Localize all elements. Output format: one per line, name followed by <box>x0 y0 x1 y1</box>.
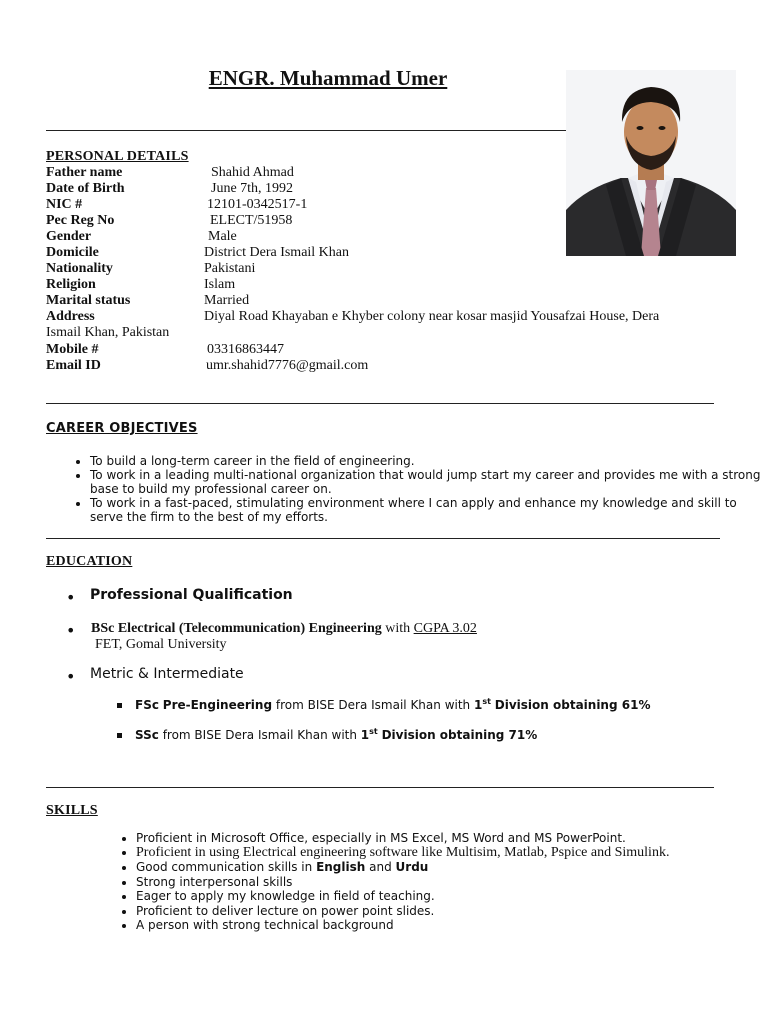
personal-label: Email ID <box>46 358 101 373</box>
degree-cgpa: CGPA 3.02 <box>413 621 477 636</box>
ssc-line <box>135 727 537 742</box>
personal-value: Diyal Road Khayaban e Khyber colony near kosar masjid Yousafzai House, Dera <box>204 309 660 324</box>
personal-label: Domicile <box>46 245 99 260</box>
personal-value: 12101-0342517-1 <box>207 197 308 212</box>
profile-photo <box>566 70 736 256</box>
objective-item: • To work in a fast-paced, stimulating environment where I can apply and enhance my knowledge and skill to serve the firm to the best of my efforts. <box>90 496 768 524</box>
personal-label: NIC # <box>46 197 83 212</box>
career-objectives-list <box>46 454 768 524</box>
skills-list <box>46 831 768 933</box>
personal-label: Father name <box>46 165 123 180</box>
personal-value: June 7th, 1992 <box>211 181 294 196</box>
skill-item <box>136 831 768 846</box>
bullet: • <box>66 667 76 686</box>
personal-value: Shahid Ahmad <box>211 165 294 180</box>
fsc-label: FSc <box>135 698 159 712</box>
degree-institute: FET, Gomal University <box>95 637 227 652</box>
bullet: • <box>66 588 76 607</box>
objective-item: • To work in a leading multi-national organization that would jump start my career and provides me with a strong base to build my professional career on. <box>90 468 768 496</box>
skill-text: Proficient in using Electrical engineering software like Multisim, Matlab, Pspice and Simulink. <box>136 844 670 860</box>
education-heading: EDUCATION <box>46 554 133 569</box>
ssc-board: from BISE Dera Ismail Khan with <box>162 728 357 742</box>
ssc-result: Division obtaining 71% <box>381 728 538 742</box>
square-bullet <box>117 733 122 738</box>
skill-item <box>136 860 768 875</box>
fsc-board: from BISE Dera Ismail Khan with <box>275 698 471 712</box>
personal-value-continued: Ismail Khan, Pakistan <box>46 325 170 340</box>
skill-text: Strong interpersonal skills <box>136 874 293 889</box>
ssc-label: SSc <box>135 728 159 742</box>
personal-label: Religion <box>46 277 96 292</box>
personal-label: Date of Birth <box>46 181 125 196</box>
divider <box>46 403 714 404</box>
personal-value: 03316863447 <box>207 342 284 357</box>
fsc-line <box>135 697 650 712</box>
fsc-division-num: 1 <box>473 698 483 712</box>
skill-item <box>136 846 768 861</box>
skill-item <box>136 918 768 933</box>
personal-value: Islam <box>204 277 236 292</box>
skill-item <box>136 889 768 904</box>
skill-language: Urdu <box>395 860 429 874</box>
square-bullet <box>117 703 122 708</box>
ssc-division-sup: st <box>369 727 378 736</box>
career-objectives-heading: CAREER OBJECTIVES <box>46 421 198 436</box>
personal-value[interactable]: umr.shahid7776@gmail.com <box>206 358 369 373</box>
personal-value: District Dera Ismail Khan <box>204 245 350 260</box>
fsc-group: Pre-Engineering <box>162 698 273 712</box>
divider <box>46 130 566 131</box>
skill-text: A person with strong technical background <box>136 918 394 932</box>
personal-label: Gender <box>46 229 92 244</box>
objective-item: • To build a long-term career in the field of engineering. <box>90 454 768 468</box>
divider <box>46 787 714 788</box>
degree-with: with <box>385 621 411 636</box>
bullet: • <box>66 621 76 640</box>
personal-value: ELECT/51958 <box>210 213 293 228</box>
personal-label: Mobile # <box>46 342 99 357</box>
skill-item <box>136 875 768 890</box>
personal-label: Pec Reg No <box>46 213 115 228</box>
personal-value: Male <box>208 229 237 244</box>
fsc-result: Division obtaining 61% <box>494 698 651 712</box>
personal-label: Address <box>46 309 95 324</box>
skill-text: Proficient in Microsoft Office, especially in MS Excel, MS Word and MS PowerPoint. <box>136 831 626 845</box>
skill-text: Proficient to deliver lecture on power point slides. <box>136 903 435 918</box>
skills-heading: SKILLS <box>46 803 98 818</box>
fsc-division-sup: st <box>482 697 491 706</box>
personal-value: Pakistani <box>204 261 256 276</box>
personal-value: Married <box>204 293 250 308</box>
skill-item <box>136 904 768 919</box>
degree-title: BSc Electrical (Telecommunication) Engineering <box>91 621 382 636</box>
personal-label: Nationality <box>46 261 113 276</box>
personal-label: Marital status <box>46 293 131 308</box>
ssc-division-num: 1 <box>360 728 370 742</box>
skill-text: Eager to apply my knowledge in field of teaching. <box>136 889 435 903</box>
degree-line <box>91 621 477 637</box>
skill-text: Good communication skills in <box>136 860 317 874</box>
metric-intermediate-heading: Metric & Intermediate <box>90 666 244 682</box>
resume-name: ENGR. Muhammad Umer <box>208 66 448 90</box>
portrait-image <box>566 70 736 256</box>
skill-language: English <box>316 860 366 874</box>
divider <box>46 538 720 539</box>
personal-details-heading: PERSONAL DETAILS <box>46 149 189 164</box>
skill-text: and <box>365 860 396 874</box>
professional-qualification-heading: Professional Qualification <box>90 587 293 603</box>
